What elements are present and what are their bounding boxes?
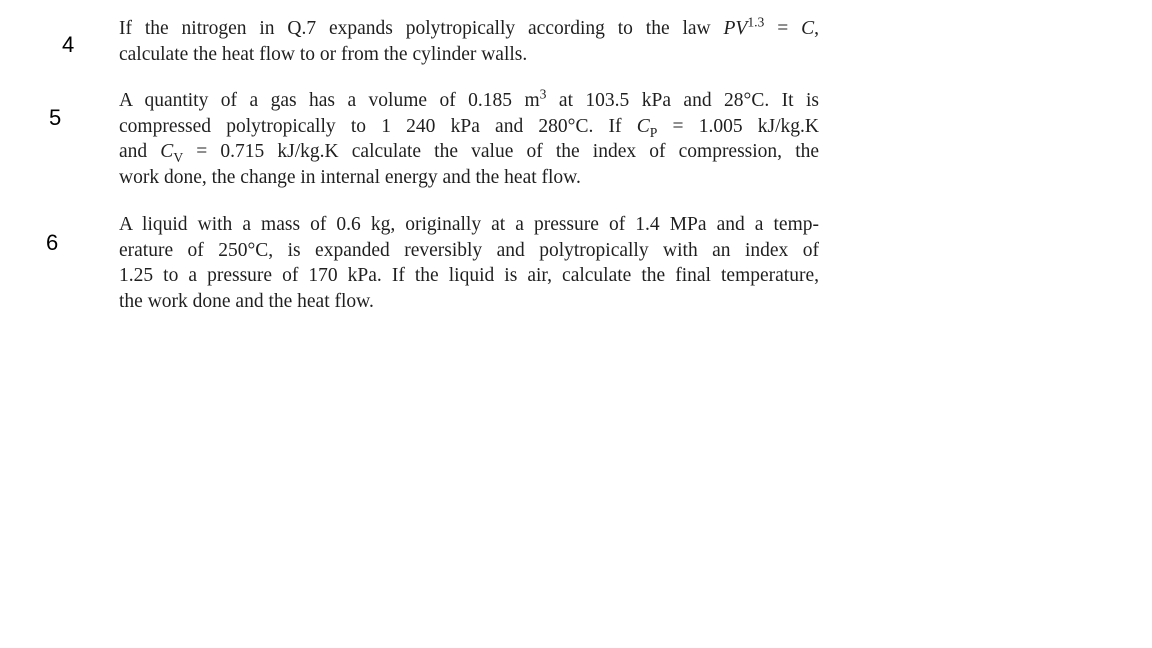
q4-line-2: calculate the heat flow to or from the cylinder walls. — [119, 43, 528, 65]
q6-line-1: A liquid with a mass of 0.6 kg, originally at a pressure of 1.4 MPa and a temp- — [119, 214, 819, 235]
question-number-5: 5 — [49, 105, 62, 130]
question-4-text — [119, 16, 819, 67]
question-6-text — [119, 212, 819, 314]
q6-line-2: erature of 250°C, is expanded reversibly and polytropically with an index of — [119, 239, 819, 261]
q5-line-2: compressed polytropically to 1 240 kPa and 280°C. If $C_P = 1.005$ kJ/kg.K — [119, 115, 820, 140]
q5-line-1: A quantity of a gas has a volume of 0.185 $m^3$ at 103.5 kPa and 28°C. It is — [119, 86, 820, 111]
q6-line-3: 1.25 to a pressure of 170 kPa. If the liquid is air, calculate the final temperature, — [119, 265, 819, 286]
q4-line-1: If the nitrogen in Q.7 expands polytropically according to the law $PV^{1.3} = C$, — [119, 14, 820, 39]
question-number-6: 6 — [46, 230, 59, 255]
q6-line-4: the work done and the heat flow. — [119, 290, 374, 312]
question-number-4: 4 — [62, 32, 75, 57]
question-5-text — [119, 88, 819, 190]
q5-line-3: and $C_V = 0.715$ kJ/kg.K calculate the value of the index of compression, the — [119, 141, 820, 165]
q5-line-4: work done, the change in internal energy and the heat flow. — [119, 166, 581, 188]
